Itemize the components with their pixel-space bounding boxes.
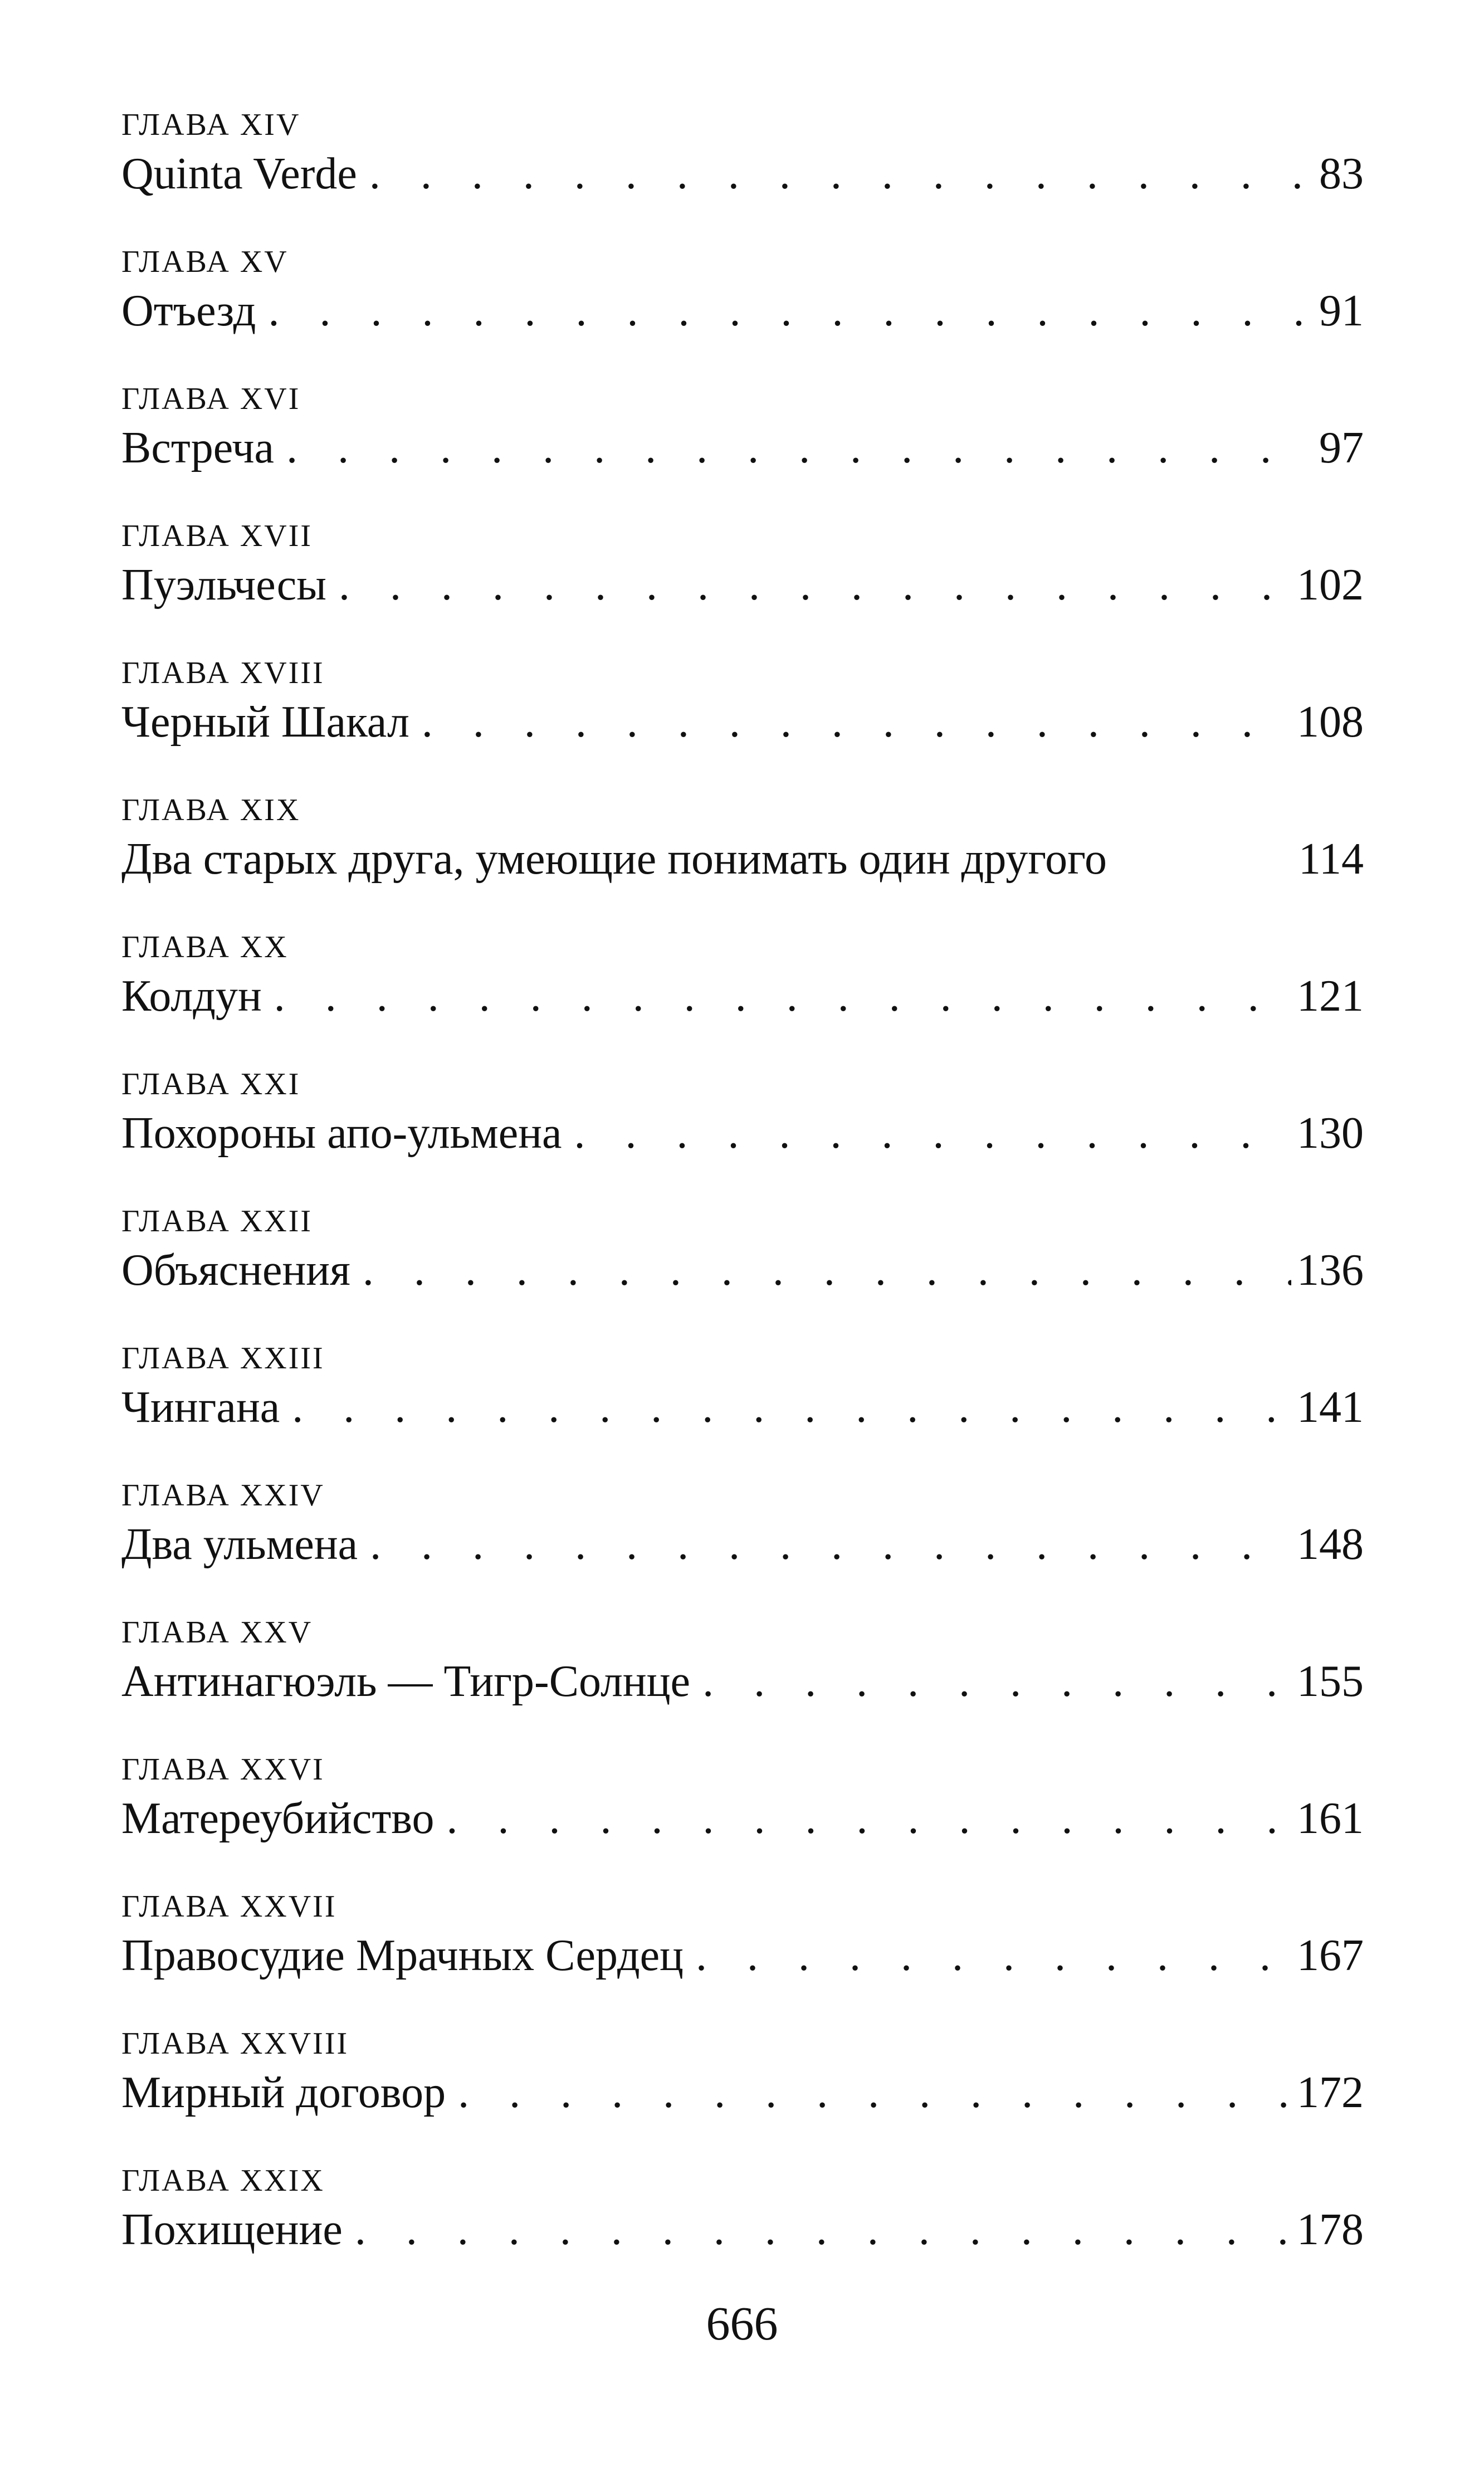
chapter-page: 136 (1297, 1246, 1364, 1295)
chapter-title: Колдун (121, 972, 262, 1021)
chapter-label: ГЛАВА XVIII (121, 656, 325, 690)
chapter-page: 97 (1319, 423, 1364, 472)
chapter-title: Встреча (121, 423, 275, 472)
chapter-page: 167 (1297, 1931, 1364, 1980)
chapter-page: 161 (1297, 1794, 1364, 1843)
toc-entry (121, 1476, 1364, 1613)
toc-entry (121, 791, 1364, 928)
toc-title-row (121, 2203, 1364, 2256)
dot-leader (574, 1106, 1291, 1160)
dot-leader (702, 1655, 1291, 1708)
toc-entry (121, 654, 1364, 791)
chapter-label: ГЛАВА XV (121, 245, 289, 279)
chapter-page: 108 (1297, 698, 1364, 747)
toc-title-row (121, 969, 1364, 1023)
chapter-label: ГЛАВА XIV (121, 108, 301, 142)
toc-title-row (121, 1655, 1364, 1708)
chapter-label: ГЛАВА XXII (121, 1204, 313, 1239)
chapter-label: ГЛАВА XXV (121, 1615, 313, 1650)
dot-leader (696, 1929, 1291, 1982)
toc-title-row (121, 147, 1364, 201)
dot-leader (339, 558, 1291, 612)
chapter-title: Правосудие Мрачных Сердец (121, 1931, 684, 1980)
dot-leader (274, 969, 1291, 1023)
dot-leader (370, 1518, 1291, 1571)
toc-entry (121, 106, 1364, 243)
chapter-label: ГЛАВА XXI (121, 1067, 301, 1101)
chapter-label: ГЛАВА XXIV (121, 1478, 325, 1513)
chapter-title: Quinta Verde (121, 149, 357, 198)
chapter-title: Мирный договор (121, 2068, 446, 2117)
toc-entry (121, 243, 1364, 380)
chapter-title: Два старых друга, умеющие понимать один другого (121, 835, 1107, 884)
toc-title-row (121, 1792, 1364, 1845)
table-of-contents (121, 106, 1364, 2299)
toc-entry (121, 1888, 1364, 2025)
chapter-label: ГЛАВА XXIX (121, 2163, 325, 2198)
toc-entry (121, 2162, 1364, 2299)
toc-entry (121, 380, 1364, 517)
dot-leader (369, 147, 1314, 201)
toc-entry (121, 517, 1364, 654)
toc-entry (121, 1613, 1364, 1751)
chapter-label: ГЛАВА XX (121, 930, 289, 964)
chapter-title: Антинагюэль — Тигр-Солнце (121, 1657, 691, 1706)
toc-title-row (121, 1381, 1364, 1434)
toc-entry (121, 1339, 1364, 1476)
page-number: 666 (706, 2297, 778, 2350)
chapter-title: Матереубийство (121, 1794, 435, 1843)
chapter-page: 83 (1319, 149, 1364, 198)
dot-leader (447, 1792, 1291, 1845)
chapter-page: 172 (1297, 2068, 1364, 2117)
toc-title-row (121, 1929, 1364, 1982)
chapter-page: 178 (1297, 2205, 1364, 2254)
toc-title-row (121, 2066, 1364, 2119)
dot-leader (422, 695, 1291, 749)
toc-entry (121, 928, 1364, 1065)
toc-title-row (121, 832, 1364, 886)
chapter-label: ГЛАВА XIX (121, 793, 301, 827)
toc-entry (121, 2025, 1364, 2162)
chapter-page: 102 (1297, 560, 1364, 610)
chapter-title: Объяснения (121, 1246, 350, 1295)
toc-title-row (121, 695, 1364, 749)
toc-title-row (121, 1106, 1364, 1160)
dot-leader (355, 2203, 1291, 2256)
chapter-page: 121 (1297, 972, 1364, 1021)
chapter-label: ГЛАВА XXIII (121, 1341, 325, 1376)
chapter-page: 91 (1319, 286, 1364, 335)
toc-title-row (121, 421, 1364, 475)
chapter-label: ГЛАВА XVII (121, 519, 313, 553)
chapter-title: Черный Шакал (121, 698, 409, 747)
dot-leader (292, 1381, 1291, 1434)
dot-leader (363, 1244, 1291, 1297)
chapter-label: ГЛАВА XXVII (121, 1889, 337, 1924)
toc-title-row (121, 558, 1364, 612)
chapter-title: Похищение (121, 2205, 343, 2254)
dot-leader (458, 2066, 1291, 2119)
toc-entry (121, 1751, 1364, 1888)
chapter-page: 141 (1297, 1383, 1364, 1432)
chapter-page: 130 (1297, 1109, 1364, 1158)
toc-entry (121, 1065, 1364, 1202)
chapter-title: Пуэльчесы (121, 560, 326, 610)
toc-title-row (121, 284, 1364, 338)
toc-title-row (121, 1518, 1364, 1571)
chapter-title: Похороны апо-ульмена (121, 1109, 562, 1158)
toc-entry (121, 1202, 1364, 1339)
chapter-title: Чингана (121, 1383, 280, 1432)
chapter-label: ГЛАВА XXVIII (121, 2026, 349, 2061)
chapter-label: ГЛАВА XXVI (121, 1752, 325, 1787)
dot-leader (268, 284, 1314, 338)
dot-leader (286, 421, 1314, 475)
chapter-page: 148 (1297, 1520, 1364, 1569)
chapter-page: 114 (1298, 835, 1364, 884)
chapter-label: ГЛАВА XVI (121, 382, 301, 416)
chapter-title: Два ульмена (121, 1520, 358, 1569)
chapter-page: 155 (1297, 1657, 1364, 1706)
chapter-title: Отъезд (121, 286, 256, 335)
toc-title-row (121, 1244, 1364, 1297)
